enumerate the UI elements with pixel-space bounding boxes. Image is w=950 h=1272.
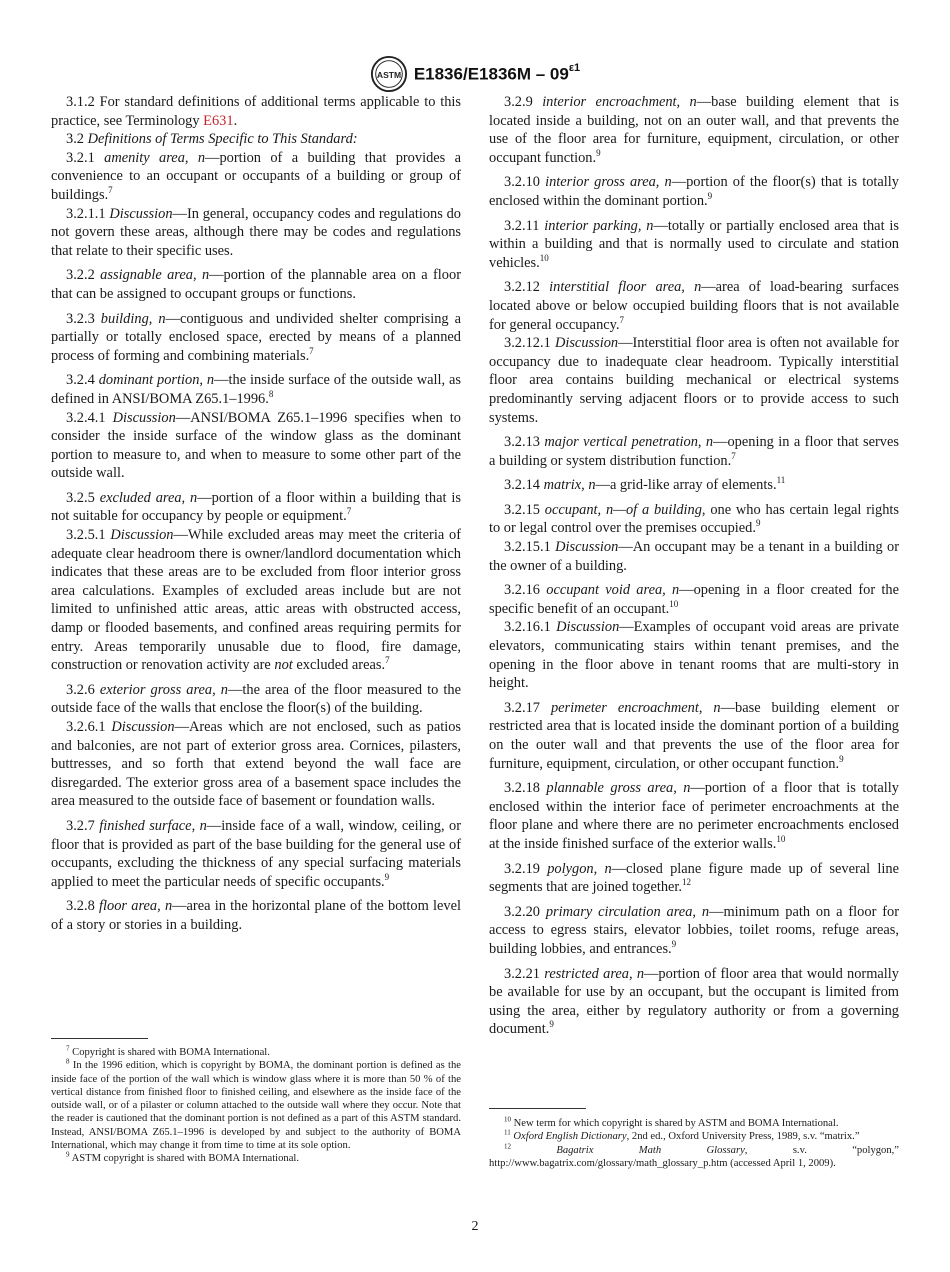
discussion-3-2-5-1: 3.2.5.1 Discussion—While excluded areas may meet the criteria of adequate clear headroom there is owner/landlord documentation which indicates that these areas are to be excluded from floor interior gross area calculations. Examples of excluded areas include but are not limited to unfinished attic areas, attic areas with obstructed access, damp or flooded basements, and confined areas requiring permits for entry. Areas temporarily unusable due to flood, fire damage, construction or renovation activity are not excluded areas.$^7$ <box>51 527 461 674</box>
footnote-9: $^9$ ASTM copyright is shared with BOMA International. <box>66 1150 300 1165</box>
discussion-3-2-12-1: 3.2.12.1 Discussion—Interstitial floor area is often not available for occupancy due to inadequate clear headroom. Typically interstitial floor area contains building mechanical or electrical systems predominantly serving adjacent floors or to provide access to such systems. <box>489 335 899 426</box>
right-column <box>489 93 899 1039</box>
definition-interstitial-floor-area: 3.2.12 interstitial floor area, n—area of load-bearing surfaces located above or below occupied building floors that is not available for general occupancy.$^7$ <box>489 279 899 333</box>
definition-exterior-gross-area: 3.2.6 exterior gross area, n—the area of the floor measured to the outside face of the walls that enclose the floor(s) of the building. <box>51 681 461 717</box>
definition-occupant: 3.2.15 occupant, n—of a building, one who has certain legal rights to or legal control over the premises occupied.$^9$ <box>489 501 899 537</box>
discussion-3-2-1-1: 3.2.1.1 Discussion—In general, occupancy codes and regulations do not govern these areas, although there may be codes and regulations that relate to their specific uses. <box>51 205 462 259</box>
definition-finished-surface: 3.2.7 finished surface, n—inside face of a wall, window, ceiling, or floor that is provided as part of the base building for the general use of occupants, excluding the thickness of any special surfacing materials applied to meet the particular needs of specific occupants.$^9$ <box>51 817 461 890</box>
definition-perimeter-encroachment: 3.2.17 perimeter encroachment, n—base building element or restricted area that is located inside the dominant portion of a building on the outer wall and that prevents the use of the floor area for furniture, equipment, circulation, or other occupant function.$^9$ <box>489 699 900 772</box>
footnote-12: $^{12}$ Bagatrix Math Glossary, s.v. “polygon,” http://www.bagatrix.com/glossary/math_glossary_p.htm (accessed April 1, 2009). <box>489 1142 899 1169</box>
paragraph-3-2: 3.2 Definitions of Terms Specific to This Standard: <box>66 131 358 148</box>
discussion-3-2-15-1: 3.2.15.1 Discussion—An occupant may be a tenant in a building or the owner of a building. <box>489 539 899 574</box>
footnote-7: $^7$ Copyright is shared with BOMA International. <box>66 1044 270 1058</box>
footnote-rule-right <box>489 1108 586 1109</box>
footnote-rule-left <box>51 1038 148 1039</box>
footnote-8: $^8$ In the 1996 edition, which is copyright by BOMA, the dominant portion is defined as the inside face of the portion of the wall which is window glass where it is more than 50 % of the vertical distance from finished floor to finished ceiling, and elsewhere as the inside face of the outside wall, or of a pilaster or column attached to the outside wall where they occur. Note that the reader is cautioned that the dominant portion is not defined as a part of this ASTM standard. Instead, ANSI/BOMA Z65.1–1996 is developed by and subject to the authority of BOMA International, which may change it from time to time at its sole option. <box>51 1057 461 1152</box>
definition-primary-circulation-area: 3.2.20 primary circulation area, n—minimum path on a floor for access to egress stairs, elevator lobbies, toilet rooms, refuge areas, building lobbies, and entrances.$^9$ <box>489 903 900 957</box>
definition-assignable-area: 3.2.2 assignable area, n—portion of the plannable area on a floor that can be assigned to occupant groups or functions. <box>51 267 461 302</box>
definition-polygon: 3.2.19 polygon, n—closed plane figure made up of several line segments that are joined together.$^{12}$ <box>489 860 899 896</box>
e631-link[interactable]: E631 <box>203 112 234 129</box>
definition-amenity-area: 3.2.1 amenity area, n—portion of a building that provides a convenience to an occupant or occupants of a building or group of buildings.$^7$ <box>51 149 461 203</box>
definition-restricted-area: 3.2.21 restricted area, n—portion of floor area that would normally be available for use by an occupant, but the occupant is limited from using the area, either by regulatory authority or from a governing document.$^9$ <box>489 965 899 1038</box>
definition-occupant-void-area: 3.2.16 occupant void area, n—opening in a floor created for the specific benefit of an occupant.$^{10}$ <box>489 582 899 617</box>
paragraph-3-1-2: 3.1.2 For standard definitions of additional terms applicable to this practice, see Terminology E631. <box>51 94 461 129</box>
discussion-3-2-16-1: 3.2.16.1 Discussion—Examples of occupant void areas are private elevators, communicating stairs within tenant premises, and the opening in the floor above in tenant rooms that are multi-story in height. <box>489 619 899 692</box>
discussion-3-2-6-1: 3.2.6.1 Discussion—Areas which are not enclosed, such as patios and balconies, are not part of exterior gross area. Cornices, pilasters, buttresses, and so forth that extend beyond the wall face are disregarded. The exterior gross area of a basement space includes the area measured to the outside face of basement or foundation walls. <box>51 719 461 810</box>
document-id: $E1836/E1836M - 09^{\varepsilon 1}$ <box>413 61 581 84</box>
page-header <box>0 55 950 93</box>
definition-interior-gross-area: 3.2.10 interior gross area, n—portion of the floor(s) that is totally enclosed within the dominant portion.$^9$ <box>489 174 899 209</box>
footnote-10: $^{10}$ New term for which copyright is shared by ASTM and BOMA International. <box>504 1115 839 1129</box>
definition-excluded-area: 3.2.5 excluded area, n—portion of a floor within a building that is not suitable for occupancy by people or equipment.$^7$ <box>51 489 462 525</box>
discussion-3-2-4-1: 3.2.4.1 Discussion—ANSI/BOMA Z65.1–1996 specifies when to consider the inside surface of the window glass as the dominant portion to measure to, and when to measure to some other part of the outside wall. <box>51 409 462 482</box>
astm-logo-icon <box>370 55 408 93</box>
definition-dominant-portion: 3.2.4 dominant portion, n—the inside surface of the outside wall, as defined in ANSI/BOMA Z65.1–1996.$^8$ <box>51 372 462 407</box>
definition-interior-encroachment: 3.2.9 interior encroachment, n—base building element that is located inside a building, not on an outer wall, and that prevents the use of the floor area for furniture, equipment, circulation, or other occupant function.$^9$ <box>489 94 899 166</box>
footnotes-left <box>51 1046 461 1166</box>
definition-interior-parking: 3.2.11 interior parking, n—totally or partially enclosed area that is within a building and that is normally used to circulate and station vehicles.$^{10}$ <box>489 217 899 271</box>
left-column <box>51 93 461 935</box>
definition-plannable-gross-area: 3.2.18 plannable gross area, n—portion of a floor that is totally enclosed within the interior face of perimeter encroachments at the floor plane and where there are no perimeter encroachments enclosed at the inside finished surface of the exterior walls.$^{10}$ <box>489 780 900 852</box>
astm-logo-text: ASTM <box>376 69 401 80</box>
page-number: 2 <box>471 1219 479 1234</box>
definition-major-vertical-penetration: 3.2.13 major vertical penetration, n—opening in a floor that serves a building or system distribution function.$^7$ <box>489 434 899 469</box>
definition-floor-area: 3.2.8 floor area, n—area in the horizontal plane of the bottom level of a story or stories in a building. <box>51 898 461 933</box>
definition-building: 3.2.3 building, n—contiguous and undivided shelter comprising a partially or totally enclosed space, erected by means of a planned process of forming and combining materials.$^7$ <box>51 310 461 364</box>
footnote-11: $^{11}$ Oxford English Dictionary, 2nd ed., Oxford University Press, 1989, s.v. “matrix.” <box>504 1128 860 1143</box>
definition-matrix: 3.2.14 matrix, n—a grid-like array of elements.$^{11}$ <box>504 475 786 494</box>
footnotes-right <box>489 1117 899 1170</box>
